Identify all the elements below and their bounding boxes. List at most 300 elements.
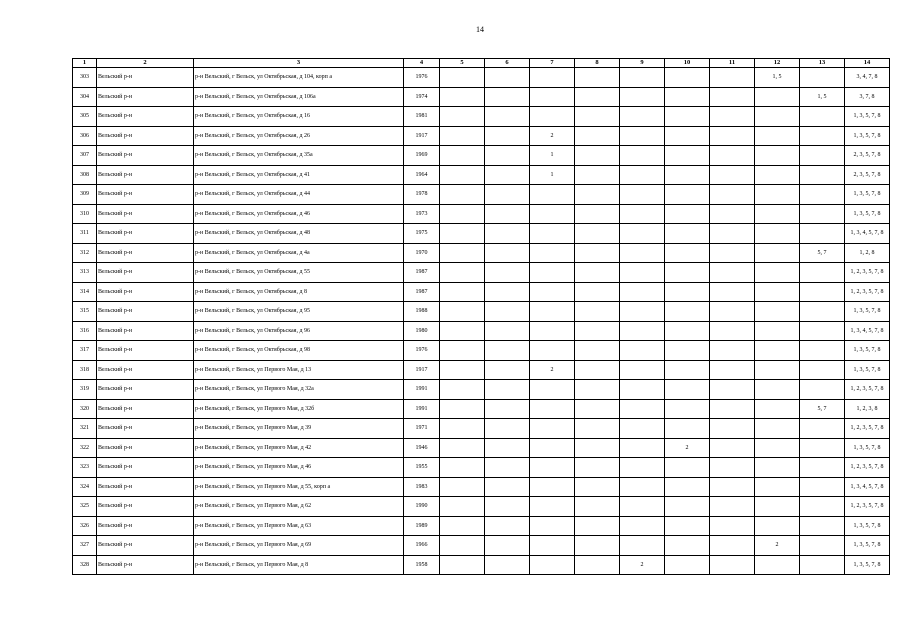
page-number: 14 bbox=[476, 25, 484, 34]
table-cell-col-12 bbox=[755, 302, 800, 322]
table-cell-col-14: 1, 3, 5, 7, 8 bbox=[845, 341, 890, 361]
table-cell-col-13 bbox=[800, 536, 845, 556]
table-cell-col-11 bbox=[710, 243, 755, 263]
table-cell-col-9 bbox=[620, 438, 665, 458]
table-cell-col-1: 321 bbox=[73, 419, 97, 439]
table-cell-col-14: 3, 7, 8 bbox=[845, 87, 890, 107]
registry-table bbox=[72, 58, 890, 575]
table-cell-col-12 bbox=[755, 360, 800, 380]
table-cell-col-10 bbox=[665, 282, 710, 302]
table-cell-col-5 bbox=[440, 458, 485, 478]
table-cell-col-11 bbox=[710, 282, 755, 302]
table-cell-col-1: 304 bbox=[73, 87, 97, 107]
table-cell-col-10 bbox=[665, 68, 710, 88]
table-cell-col-14: 1, 3, 5, 7, 8 bbox=[845, 126, 890, 146]
table-cell-col-10 bbox=[665, 341, 710, 361]
table-cell-col-6 bbox=[485, 438, 530, 458]
table-cell-col-6 bbox=[485, 68, 530, 88]
table-cell-col-8 bbox=[575, 126, 620, 146]
table-cell-col-7: 2 bbox=[530, 360, 575, 380]
table-cell-col-9 bbox=[620, 165, 665, 185]
table-cell-col-5 bbox=[440, 321, 485, 341]
table-cell-col-14: 1, 2, 3, 5, 7, 8 bbox=[845, 263, 890, 283]
table-cell-col-14: 1, 3, 4, 5, 7, 8 bbox=[845, 477, 890, 497]
table-row bbox=[73, 204, 890, 224]
table-cell-col-3: р-н Вельский, г Вельск, ул Первого Мая, д 32а bbox=[194, 380, 404, 400]
table-cell-col-11 bbox=[710, 555, 755, 575]
table-cell-col-8 bbox=[575, 477, 620, 497]
table-cell-col-7: 2 bbox=[530, 126, 575, 146]
table-cell-col-14: 1, 3, 5, 7, 8 bbox=[845, 555, 890, 575]
table-cell-col-7 bbox=[530, 399, 575, 419]
table-cell-col-3: р-н Вельский, г Вельск, ул Октябрьская, д 41 bbox=[194, 165, 404, 185]
table-cell-col-6 bbox=[485, 224, 530, 244]
table-cell-col-8 bbox=[575, 302, 620, 322]
table-cell-col-10 bbox=[665, 204, 710, 224]
table-cell-col-6 bbox=[485, 107, 530, 127]
table-cell-col-11 bbox=[710, 87, 755, 107]
table-body bbox=[73, 68, 890, 575]
table-cell-col-13 bbox=[800, 341, 845, 361]
table-cell-col-4: 1974 bbox=[404, 87, 440, 107]
table-cell-col-4: 1987 bbox=[404, 282, 440, 302]
table-cell-col-5 bbox=[440, 497, 485, 517]
table-cell-col-2: Вельский р-н bbox=[97, 360, 194, 380]
table-cell-col-13 bbox=[800, 263, 845, 283]
table-cell-col-1: 324 bbox=[73, 477, 97, 497]
table-cell-col-7 bbox=[530, 555, 575, 575]
table-cell-col-6 bbox=[485, 243, 530, 263]
table-cell-col-8 bbox=[575, 107, 620, 127]
table-cell-col-10 bbox=[665, 321, 710, 341]
table-cell-col-12 bbox=[755, 497, 800, 517]
table-cell-col-14: 1, 2, 3, 5, 7, 8 bbox=[845, 380, 890, 400]
table-cell-col-9 bbox=[620, 126, 665, 146]
table-row bbox=[73, 458, 890, 478]
table-cell-col-12 bbox=[755, 516, 800, 536]
table-cell-col-4: 1990 bbox=[404, 497, 440, 517]
table-cell-col-5 bbox=[440, 477, 485, 497]
table-cell-col-4: 1917 bbox=[404, 360, 440, 380]
table-cell-col-9 bbox=[620, 458, 665, 478]
table-cell-col-14: 1, 3, 5, 7, 8 bbox=[845, 360, 890, 380]
table-cell-col-1: 319 bbox=[73, 380, 97, 400]
table-cell-col-5 bbox=[440, 224, 485, 244]
table-cell-col-9 bbox=[620, 146, 665, 166]
table-cell-col-1: 316 bbox=[73, 321, 97, 341]
table-cell-col-13 bbox=[800, 477, 845, 497]
table-cell-col-1: 328 bbox=[73, 555, 97, 575]
table-cell-col-1: 306 bbox=[73, 126, 97, 146]
table-cell-col-10 bbox=[665, 263, 710, 283]
table-cell-col-13 bbox=[800, 185, 845, 205]
table-cell-col-1: 313 bbox=[73, 263, 97, 283]
table-cell-col-9 bbox=[620, 419, 665, 439]
table-cell-col-3: р-н Вельский, г Вельск, ул Октябрьская, д 95 bbox=[194, 302, 404, 322]
table-cell-col-10 bbox=[665, 360, 710, 380]
table-cell-col-10 bbox=[665, 107, 710, 127]
column-header-5: 5 bbox=[440, 59, 485, 68]
table-cell-col-5 bbox=[440, 282, 485, 302]
table-cell-col-4: 1983 bbox=[404, 477, 440, 497]
table-cell-col-9: 2 bbox=[620, 555, 665, 575]
table-cell-col-9 bbox=[620, 224, 665, 244]
table-cell-col-1: 322 bbox=[73, 438, 97, 458]
table-cell-col-2: Вельский р-н bbox=[97, 87, 194, 107]
table-cell-col-14: 1, 3, 5, 7, 8 bbox=[845, 536, 890, 556]
table-cell-col-12 bbox=[755, 555, 800, 575]
table-cell-col-13 bbox=[800, 146, 845, 166]
table-cell-col-6 bbox=[485, 302, 530, 322]
table-cell-col-3: р-н Вельский, г Вельск, ул Октябрьская, д 46 bbox=[194, 204, 404, 224]
table-cell-col-5 bbox=[440, 419, 485, 439]
table-cell-col-4: 1978 bbox=[404, 185, 440, 205]
table-cell-col-1: 309 bbox=[73, 185, 97, 205]
table-cell-col-3: р-н Вельский, г Вельск, ул Первого Мая, д 55, корп а bbox=[194, 477, 404, 497]
table-cell-col-4: 1981 bbox=[404, 107, 440, 127]
table-cell-col-12 bbox=[755, 107, 800, 127]
table-row bbox=[73, 263, 890, 283]
table-cell-col-11 bbox=[710, 360, 755, 380]
table-cell-col-13 bbox=[800, 380, 845, 400]
table-cell-col-4: 1964 bbox=[404, 165, 440, 185]
table-cell-col-7 bbox=[530, 341, 575, 361]
table-cell-col-7 bbox=[530, 438, 575, 458]
table-cell-col-8 bbox=[575, 263, 620, 283]
column-header-13: 13 bbox=[800, 59, 845, 68]
table-cell-col-1: 308 bbox=[73, 165, 97, 185]
table-cell-col-6 bbox=[485, 204, 530, 224]
table-cell-col-3: р-н Вельский, г Вельск, ул Первого Мая, д 69 bbox=[194, 536, 404, 556]
table-cell-col-2: Вельский р-н bbox=[97, 185, 194, 205]
table-row bbox=[73, 224, 890, 244]
table-cell-col-6 bbox=[485, 360, 530, 380]
table-cell-col-10 bbox=[665, 536, 710, 556]
table-cell-col-11 bbox=[710, 321, 755, 341]
table-cell-col-14: 3, 4, 7, 8 bbox=[845, 68, 890, 88]
table-cell-col-8 bbox=[575, 321, 620, 341]
table-cell-col-4: 1917 bbox=[404, 126, 440, 146]
table-cell-col-14: 1, 3, 5, 7, 8 bbox=[845, 516, 890, 536]
table-row bbox=[73, 341, 890, 361]
table-cell-col-5 bbox=[440, 165, 485, 185]
table-row bbox=[73, 87, 890, 107]
table-cell-col-5 bbox=[440, 341, 485, 361]
table-cell-col-8 bbox=[575, 360, 620, 380]
table-cell-col-2: Вельский р-н bbox=[97, 146, 194, 166]
table-cell-col-7 bbox=[530, 380, 575, 400]
table-cell-col-6 bbox=[485, 146, 530, 166]
table-row bbox=[73, 321, 890, 341]
table-cell-col-2: Вельский р-н bbox=[97, 341, 194, 361]
table-cell-col-7 bbox=[530, 302, 575, 322]
table-cell-col-10 bbox=[665, 165, 710, 185]
table-cell-col-7 bbox=[530, 204, 575, 224]
table-cell-col-13 bbox=[800, 302, 845, 322]
table-cell-col-7: 1 bbox=[530, 146, 575, 166]
table-cell-col-12 bbox=[755, 438, 800, 458]
table-cell-col-3: р-н Вельский, г Вельск, ул Первого Мая, д 39 bbox=[194, 419, 404, 439]
table-cell-col-10 bbox=[665, 516, 710, 536]
table-cell-col-7 bbox=[530, 419, 575, 439]
table-cell-col-14: 1, 2, 3, 5, 7, 8 bbox=[845, 458, 890, 478]
table-cell-col-13 bbox=[800, 458, 845, 478]
table-cell-col-1: 310 bbox=[73, 204, 97, 224]
table-cell-col-9 bbox=[620, 107, 665, 127]
table-cell-col-1: 307 bbox=[73, 146, 97, 166]
table-cell-col-9 bbox=[620, 68, 665, 88]
table-cell-col-8 bbox=[575, 185, 620, 205]
table-cell-col-8 bbox=[575, 146, 620, 166]
table-cell-col-4: 1976 bbox=[404, 341, 440, 361]
table-cell-col-12 bbox=[755, 282, 800, 302]
table-cell-col-11 bbox=[710, 497, 755, 517]
table-cell-col-14: 1, 3, 5, 7, 8 bbox=[845, 204, 890, 224]
table-cell-col-12 bbox=[755, 87, 800, 107]
column-header-8: 8 bbox=[575, 59, 620, 68]
table-cell-col-10 bbox=[665, 224, 710, 244]
table-cell-col-11 bbox=[710, 107, 755, 127]
table-cell-col-9 bbox=[620, 243, 665, 263]
table-row bbox=[73, 243, 890, 263]
table-cell-col-8 bbox=[575, 399, 620, 419]
table-cell-col-8 bbox=[575, 536, 620, 556]
column-header-6: 6 bbox=[485, 59, 530, 68]
table-cell-col-2: Вельский р-н bbox=[97, 243, 194, 263]
table-cell-col-6 bbox=[485, 516, 530, 536]
table-cell-col-10 bbox=[665, 302, 710, 322]
table-cell-col-7 bbox=[530, 321, 575, 341]
table-cell-col-1: 323 bbox=[73, 458, 97, 478]
table-cell-col-12 bbox=[755, 380, 800, 400]
table-cell-col-12 bbox=[755, 419, 800, 439]
table-cell-col-8 bbox=[575, 516, 620, 536]
table-cell-col-11 bbox=[710, 399, 755, 419]
table-cell-col-9 bbox=[620, 302, 665, 322]
table-row bbox=[73, 399, 890, 419]
table-cell-col-8 bbox=[575, 68, 620, 88]
table-cell-col-5 bbox=[440, 185, 485, 205]
table-cell-col-11 bbox=[710, 224, 755, 244]
table-cell-col-7 bbox=[530, 516, 575, 536]
table-cell-col-3: р-н Вельский, г Вельск, ул Октябрьская, д 98 bbox=[194, 341, 404, 361]
table-cell-col-5 bbox=[440, 536, 485, 556]
table-cell-col-3: р-н Вельский, г Вельск, ул Октябрьская, д 4а bbox=[194, 243, 404, 263]
table-cell-col-8 bbox=[575, 282, 620, 302]
table-cell-col-7 bbox=[530, 458, 575, 478]
table-cell-col-13 bbox=[800, 497, 845, 517]
table-cell-col-9 bbox=[620, 536, 665, 556]
table-cell-col-1: 326 bbox=[73, 516, 97, 536]
table-cell-col-2: Вельский р-н bbox=[97, 165, 194, 185]
table-cell-col-12 bbox=[755, 458, 800, 478]
table-cell-col-13 bbox=[800, 419, 845, 439]
table-cell-col-4: 1946 bbox=[404, 438, 440, 458]
table-cell-col-5 bbox=[440, 380, 485, 400]
table-cell-col-1: 305 bbox=[73, 107, 97, 127]
table-cell-col-2: Вельский р-н bbox=[97, 68, 194, 88]
table-cell-col-11 bbox=[710, 516, 755, 536]
table-cell-col-2: Вельский р-н bbox=[97, 107, 194, 127]
table-cell-col-6 bbox=[485, 380, 530, 400]
table-cell-col-2: Вельский р-н bbox=[97, 438, 194, 458]
table-row bbox=[73, 360, 890, 380]
table-cell-col-2: Вельский р-н bbox=[97, 263, 194, 283]
table-cell-col-2: Вельский р-н bbox=[97, 516, 194, 536]
table-cell-col-12 bbox=[755, 185, 800, 205]
table-cell-col-1: 312 bbox=[73, 243, 97, 263]
table-cell-col-7 bbox=[530, 185, 575, 205]
table-cell-col-6 bbox=[485, 399, 530, 419]
table-cell-col-7 bbox=[530, 224, 575, 244]
table-cell-col-3: р-н Вельский, г Вельск, ул Октябрьская, д 96 bbox=[194, 321, 404, 341]
table-cell-col-2: Вельский р-н bbox=[97, 555, 194, 575]
table-cell-col-3: р-н Вельский, г Вельск, ул Первого Мая, д 63 bbox=[194, 516, 404, 536]
column-header-7: 7 bbox=[530, 59, 575, 68]
table-cell-col-9 bbox=[620, 360, 665, 380]
table-row bbox=[73, 107, 890, 127]
table-cell-col-10 bbox=[665, 477, 710, 497]
table-cell-col-13 bbox=[800, 165, 845, 185]
table-cell-col-2: Вельский р-н bbox=[97, 126, 194, 146]
table-cell-col-4: 1987 bbox=[404, 263, 440, 283]
table-cell-col-2: Вельский р-н bbox=[97, 399, 194, 419]
table-cell-col-6 bbox=[485, 87, 530, 107]
table-cell-col-11 bbox=[710, 438, 755, 458]
table-cell-col-14: 2, 3, 5, 7, 8 bbox=[845, 146, 890, 166]
table-cell-col-7 bbox=[530, 87, 575, 107]
table-cell-col-2: Вельский р-н bbox=[97, 380, 194, 400]
table-cell-col-6 bbox=[485, 497, 530, 517]
column-header-4: 4 bbox=[404, 59, 440, 68]
table-cell-col-14: 1, 3, 5, 7, 8 bbox=[845, 438, 890, 458]
table-cell-col-12: 2 bbox=[755, 536, 800, 556]
table-cell-col-6 bbox=[485, 555, 530, 575]
table-cell-col-13 bbox=[800, 204, 845, 224]
table-cell-col-14: 1, 2, 3, 8 bbox=[845, 399, 890, 419]
table-row bbox=[73, 516, 890, 536]
table-cell-col-12 bbox=[755, 243, 800, 263]
table-cell-col-5 bbox=[440, 302, 485, 322]
table-cell-col-13 bbox=[800, 360, 845, 380]
table-cell-col-3: р-н Вельский, г Вельск, ул Октябрьская, д 106а bbox=[194, 87, 404, 107]
table-cell-col-5 bbox=[440, 87, 485, 107]
table-row bbox=[73, 438, 890, 458]
table-cell-col-4: 1991 bbox=[404, 380, 440, 400]
table-cell-col-14: 1, 2, 3, 5, 7, 8 bbox=[845, 419, 890, 439]
table-cell-col-2: Вельский р-н bbox=[97, 536, 194, 556]
table-cell-col-7 bbox=[530, 243, 575, 263]
table-cell-col-10 bbox=[665, 555, 710, 575]
table-cell-col-12 bbox=[755, 126, 800, 146]
table-cell-col-6 bbox=[485, 536, 530, 556]
table-cell-col-14: 2, 3, 5, 7, 8 bbox=[845, 165, 890, 185]
table-row bbox=[73, 536, 890, 556]
table-row bbox=[73, 497, 890, 517]
table-cell-col-10 bbox=[665, 380, 710, 400]
table-cell-col-3: р-н Вельский, г Вельск, ул Октябрьская, д 48 bbox=[194, 224, 404, 244]
table-row bbox=[73, 126, 890, 146]
table-cell-col-11 bbox=[710, 165, 755, 185]
table-cell-col-3: р-н Вельский, г Вельск, ул Первого Мая, д 13 bbox=[194, 360, 404, 380]
table-cell-col-8 bbox=[575, 458, 620, 478]
table-cell-col-8 bbox=[575, 419, 620, 439]
table-row bbox=[73, 165, 890, 185]
table-cell-col-10: 2 bbox=[665, 438, 710, 458]
table-cell-col-5 bbox=[440, 243, 485, 263]
table-cell-col-3: р-н Вельский, г Вельск, ул Первого Мая, д 62 bbox=[194, 497, 404, 517]
table-cell-col-6 bbox=[485, 321, 530, 341]
table-cell-col-13 bbox=[800, 107, 845, 127]
table-cell-col-8 bbox=[575, 87, 620, 107]
table-cell-col-5 bbox=[440, 204, 485, 224]
table-cell-col-8 bbox=[575, 341, 620, 361]
table-cell-col-9 bbox=[620, 87, 665, 107]
table-cell-col-5 bbox=[440, 146, 485, 166]
table-cell-col-8 bbox=[575, 497, 620, 517]
table-cell-col-8 bbox=[575, 224, 620, 244]
table-cell-col-6 bbox=[485, 419, 530, 439]
table-cell-col-10 bbox=[665, 399, 710, 419]
table-cell-col-6 bbox=[485, 185, 530, 205]
table-cell-col-3: р-н Вельский, г Вельск, ул Октябрьская, д 8 bbox=[194, 282, 404, 302]
table-cell-col-5 bbox=[440, 360, 485, 380]
table-cell-col-10 bbox=[665, 126, 710, 146]
table-cell-col-3: р-н Вельский, г Вельск, ул Октябрьская, д 44 bbox=[194, 185, 404, 205]
table-cell-col-10 bbox=[665, 146, 710, 166]
table-cell-col-1: 315 bbox=[73, 302, 97, 322]
table-cell-col-7: 1 bbox=[530, 165, 575, 185]
table-cell-col-13 bbox=[800, 321, 845, 341]
table-cell-col-4: 1973 bbox=[404, 204, 440, 224]
table-cell-col-6 bbox=[485, 282, 530, 302]
table-cell-col-12 bbox=[755, 399, 800, 419]
table-cell-col-7 bbox=[530, 536, 575, 556]
table-cell-col-5 bbox=[440, 126, 485, 146]
table-cell-col-12 bbox=[755, 341, 800, 361]
table-cell-col-12 bbox=[755, 146, 800, 166]
table-cell-col-12 bbox=[755, 263, 800, 283]
table-cell-col-1: 325 bbox=[73, 497, 97, 517]
table-cell-col-11 bbox=[710, 380, 755, 400]
table-cell-col-3: р-н Вельский, г Вельск, ул Октябрьская, д 35а bbox=[194, 146, 404, 166]
table-cell-col-13 bbox=[800, 555, 845, 575]
table-cell-col-4: 1966 bbox=[404, 536, 440, 556]
table-cell-col-7 bbox=[530, 497, 575, 517]
table-cell-col-11 bbox=[710, 68, 755, 88]
table-cell-col-13 bbox=[800, 126, 845, 146]
table-cell-col-2: Вельский р-н bbox=[97, 321, 194, 341]
table-cell-col-9 bbox=[620, 185, 665, 205]
table-cell-col-7 bbox=[530, 68, 575, 88]
table-cell-col-8 bbox=[575, 380, 620, 400]
table-cell-col-3: р-н Вельский, г Вельск, ул Октябрьская, д 26 bbox=[194, 126, 404, 146]
column-header-3: 3 bbox=[194, 59, 404, 68]
table-row bbox=[73, 477, 890, 497]
table-cell-col-1: 303 bbox=[73, 68, 97, 88]
table-cell-col-5 bbox=[440, 68, 485, 88]
table-cell-col-4: 1958 bbox=[404, 555, 440, 575]
table-cell-col-10 bbox=[665, 87, 710, 107]
table-cell-col-5 bbox=[440, 516, 485, 536]
table-cell-col-4: 1989 bbox=[404, 516, 440, 536]
table-cell-col-8 bbox=[575, 438, 620, 458]
table-cell-col-7 bbox=[530, 477, 575, 497]
column-header-11: 11 bbox=[710, 59, 755, 68]
table-cell-col-5 bbox=[440, 107, 485, 127]
table-cell-col-1: 314 bbox=[73, 282, 97, 302]
table-cell-col-10 bbox=[665, 497, 710, 517]
